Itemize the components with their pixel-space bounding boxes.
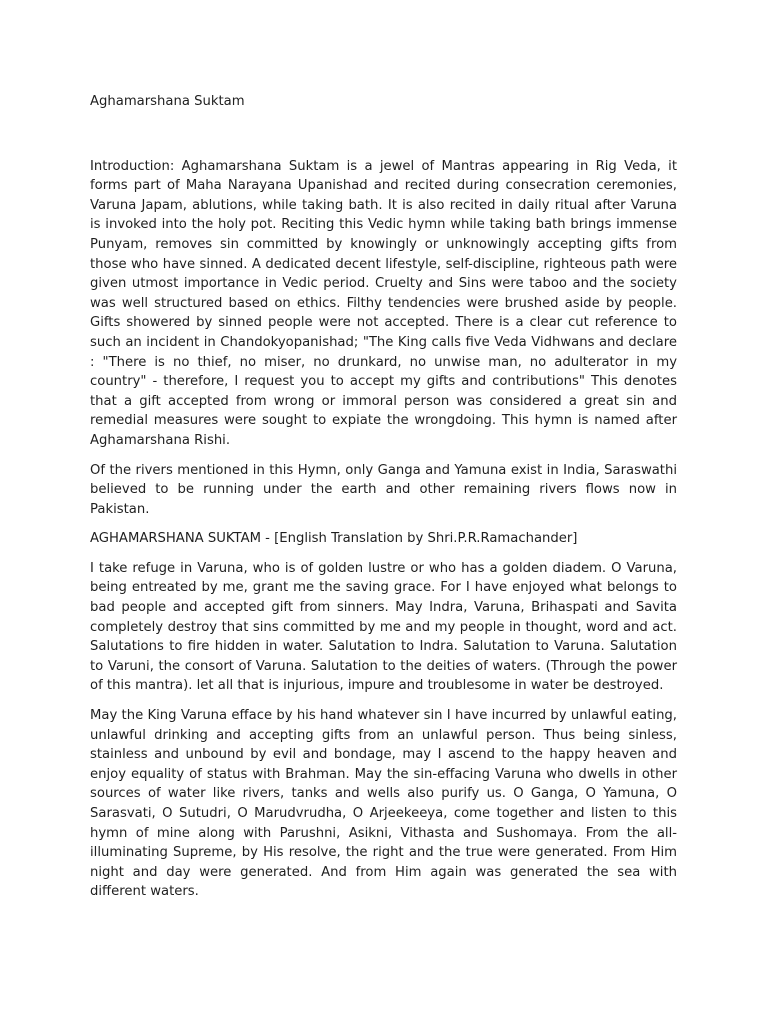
document-title: Aghamarshana Suktam	[90, 94, 245, 109]
translation-heading: AGHAMARSHANA SUKTAM - [English Translation by Shri.P.R.Ramachander]	[90, 531, 578, 547]
translation-paragraph-1: I take refuge in Varuna, who is of golden lustre or who has a golden diadem. O Varuna, being entreated by me, grant me the saving grace. For I have enjoyed what belongs to bad people and accepted gift from sinners. May Indra, Varuna, Brihaspati and Savita completely destroy that sins committed by me and my people in thought, word and act. Salutations to fire hidden in water. Salutation to Indra. Salutation to Varuna. Salutation to Varuni, the consort of Varuna. Salutation to the deities of waters. (Through the power of this mantra). let all that is injurious, impure and troublesome in water be destroyed.	[90, 560, 677, 694]
translation-paragraph-2: May the King Varuna efface by his hand whatever sin I have incurred by unlawful eating, unlawful drinking and accepting gifts from an unlawful person. Thus being sinless, stainless and unbound by evil and bondage, may I ascend to the happy heaven and enjoy equality of status with Brahman. May the sin-effacing Varuna who dwells in other sources of water like rivers, tanks and wells also purify us. O Ganga, O Yamuna, O Sarasvati, O Sutudri, O Marudvrudha, O Arjeekeeya, come together and listen to this hymn of mine along with Parushni, Asikni, Vithasta and Sushomaya. From the all-illuminating Supreme, by His resolve, the right and the true were generated. From Him night and day were generated. And from Him again was generated the sea with different waters.	[90, 708, 677, 900]
rivers-paragraph: Of the rivers mentioned in this Hymn, only Ganga and Yamuna exist in India, Saraswathi believed to be running under the earth and other remaining rivers flows now in Pakistan.	[90, 462, 677, 517]
introduction-paragraph: Introduction: Aghamarshana Suktam is a jewel of Mantras appearing in Rig Veda, it forms part of Maha Narayana Upanishad and recited during consecration ceremonies, Varuna Japam, ablutions, while taking bath. It is also recited in daily ritual after Varuna is invoked into the holy pot. Reciting this Vedic hymn while taking bath brings immense Punyam, removes sin committed by knowingly or unknowingly accepting gifts from those who have sinned. A dedicated decent lifestyle, self-discipline, righteous path were given utmost importance in Vedic period. Cruelty and Sins were taboo and the society was well structured based on ethics. Filthy tendencies were brushed aside by people. Gifts showered by sinned people were not accepted. There is a clear cut reference to such an incident in Chandokyopanishad; "The King calls five Veda Vidhwans and declare : "There is no thief, no miser, no drunkard, no unwise man, no adulterator in my country" - therefore, I request you to accept my gifts and contributions" This denotes that a gift accepted from wrong or immoral person was considered a great sin and remedial measures were sought to expiate the wrongdoing. This hymn is named after Aghamarshana Rishi.	[90, 158, 677, 448]
document-page	[90, 92, 677, 912]
